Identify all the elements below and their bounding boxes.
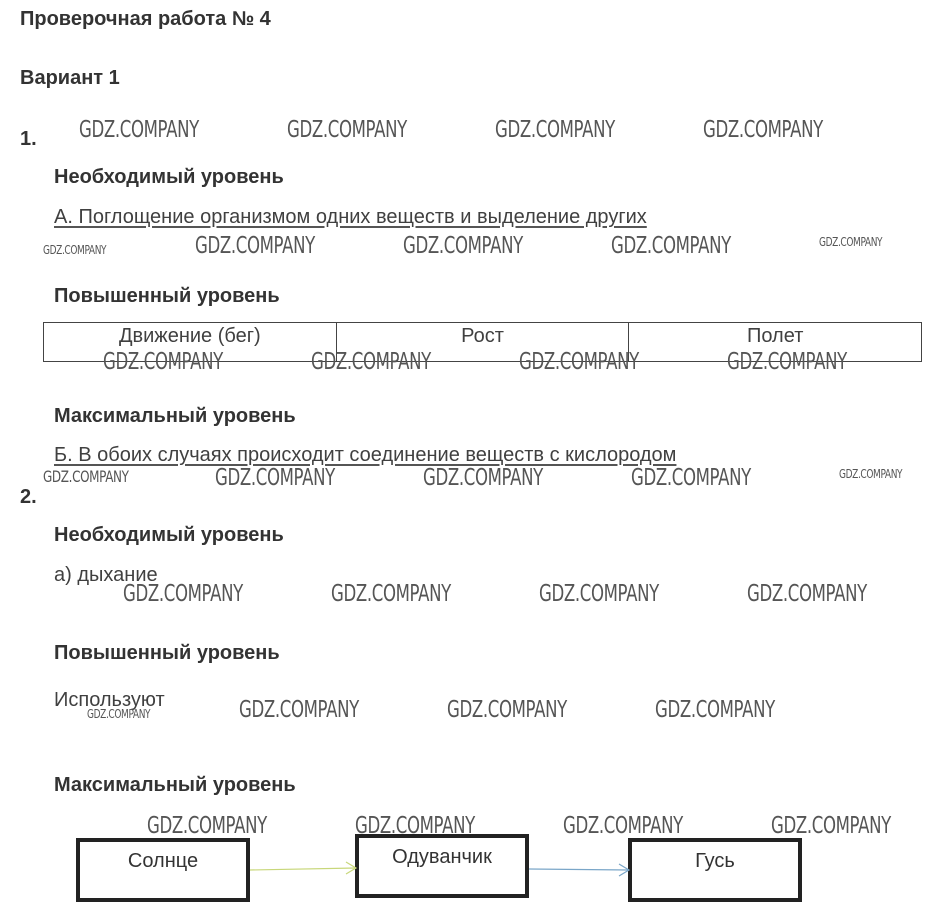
watermark: GDZ.COMPANY <box>355 813 475 839</box>
watermark: GDZ.COMPANY <box>611 233 731 259</box>
arrow-dandelion-to-goose <box>529 864 629 876</box>
task-2-max-level-heading: Максимальный уровень <box>54 774 296 796</box>
watermark: GDZ.COMPANY <box>239 697 359 723</box>
task-1-max-answer: Б. В обоих случаях происходит соединение веществ с кислородом <box>54 444 677 466</box>
watermark: GDZ.COMPANY <box>747 581 867 607</box>
task-1-basic-answer: А. Поглощение организмом одних веществ и выделение других <box>54 206 647 228</box>
task-1-number: 1. <box>20 128 37 150</box>
watermark: GDZ.COMPANY <box>839 467 903 481</box>
table-cell-2: Рост <box>336 323 629 361</box>
watermark: GDZ.COMPANY <box>819 235 883 249</box>
watermark: GDZ.COMPANY <box>103 349 223 375</box>
chain-label-goose: Гусь <box>695 850 735 872</box>
watermark: GDZ.COMPANY <box>703 117 823 143</box>
task-2-basic-level-heading: Необходимый уровень <box>54 524 284 546</box>
task-2-basic-answer: а) дыхание <box>54 564 158 586</box>
table-cell-3: Полет <box>628 323 921 361</box>
watermark: GDZ.COMPANY <box>447 697 567 723</box>
watermark: GDZ.COMPANY <box>771 813 891 839</box>
watermark: GDZ.COMPANY <box>43 243 107 257</box>
task-1-basic-level-heading: Необходимый уровень <box>54 166 284 188</box>
watermark: GDZ.COMPANY <box>423 465 543 491</box>
arrow-sun-to-dandelion <box>250 862 356 874</box>
watermark: GDZ.COMPANY <box>519 349 639 375</box>
watermark: GDZ.COMPANY <box>563 813 683 839</box>
watermark: GDZ.COMPANY <box>655 697 775 723</box>
watermark: GDZ.COMPANY <box>43 467 129 486</box>
watermark: GDZ.COMPANY <box>539 581 659 607</box>
task-2-advanced-answer: Используют <box>54 689 165 711</box>
watermark: GDZ.COMPANY <box>123 581 243 607</box>
chain-label-sun: Солнце <box>127 850 199 872</box>
watermark: GDZ.COMPANY <box>331 581 451 607</box>
variant-heading: Вариант 1 <box>20 67 120 89</box>
task-2-number: 2. <box>20 486 37 508</box>
watermark: GDZ.COMPANY <box>215 465 335 491</box>
task-1-advanced-level-heading: Повышенный уровень <box>54 285 280 307</box>
chain-label-dandelion: Одуванчик <box>392 846 492 868</box>
task-2-advanced-level-heading: Повышенный уровень <box>54 642 280 664</box>
watermark: GDZ.COMPANY <box>195 233 315 259</box>
watermark: GDZ.COMPANY <box>147 813 267 839</box>
watermark: GDZ.COMPANY <box>403 233 523 259</box>
task-1-max-level-heading: Максимальный уровень <box>54 405 296 427</box>
watermark: GDZ.COMPANY <box>311 349 431 375</box>
page-title: Проверочная работа № 4 <box>20 8 271 30</box>
watermark: GDZ.COMPANY <box>87 707 151 721</box>
watermark: GDZ.COMPANY <box>495 117 615 143</box>
watermark: GDZ.COMPANY <box>727 349 847 375</box>
watermark: GDZ.COMPANY <box>79 117 199 143</box>
watermark: GDZ.COMPANY <box>287 117 407 143</box>
table-cell-1: Движение (бег) <box>118 325 261 347</box>
watermark: GDZ.COMPANY <box>631 465 751 491</box>
